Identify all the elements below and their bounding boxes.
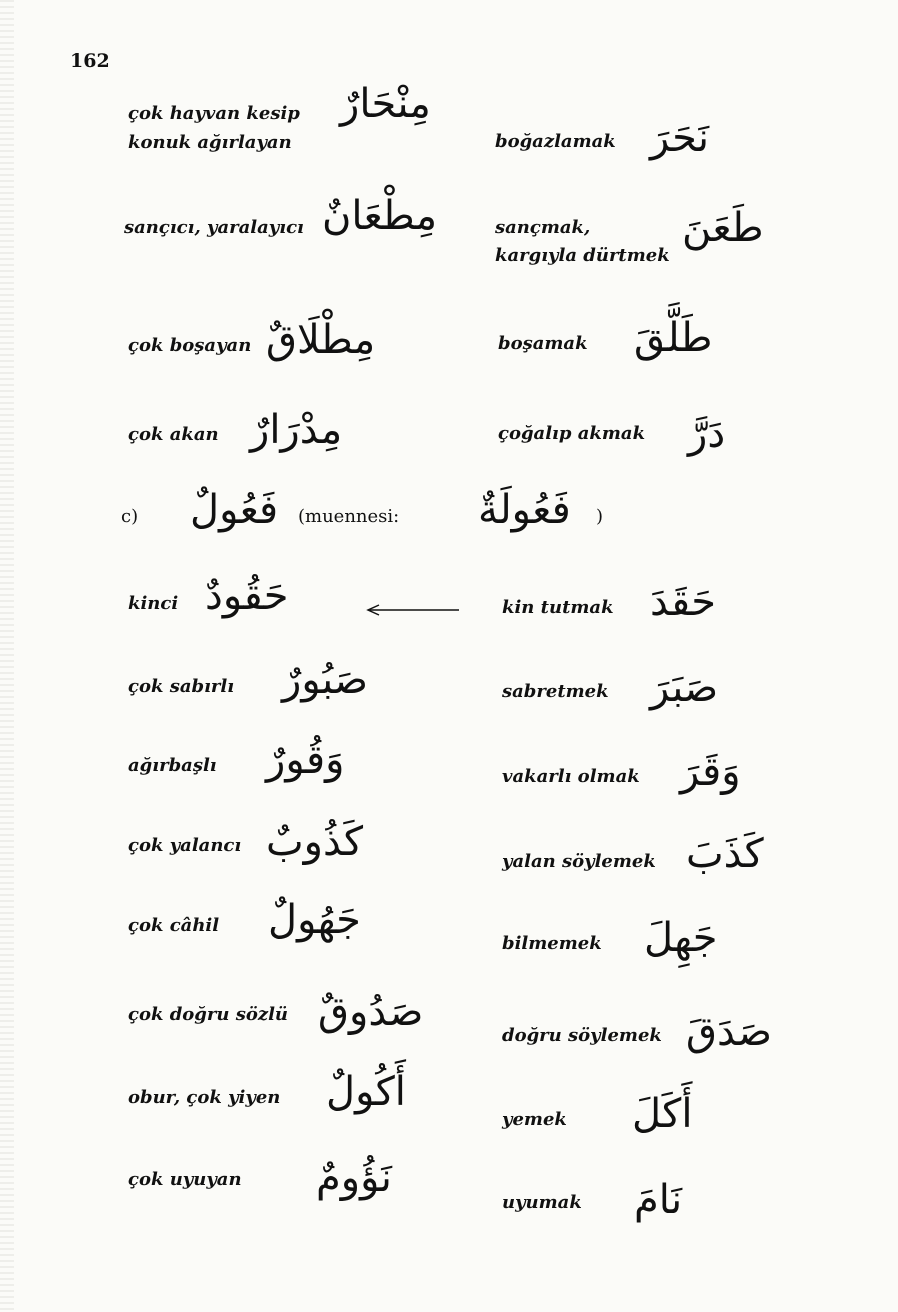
right-term: çoğalıp akmak	[498, 423, 646, 444]
left-term: obur, çok yiyen	[128, 1087, 281, 1108]
section-label: c)	[121, 506, 139, 527]
left-arabic-word: كَذُوبٌ	[266, 819, 364, 865]
right-term: yemek	[502, 1109, 567, 1130]
right-arabic-word: كَذَبَ	[686, 831, 764, 877]
right-term: yalan söylemek	[502, 851, 656, 872]
right-arabic-word: طَعَنَ	[682, 205, 764, 251]
right-term-line1: sançmak,	[495, 217, 591, 238]
right-arabic-word: جَهِلَ	[644, 915, 718, 961]
left-arabic-word: جَهُولٌ	[268, 897, 361, 943]
left-term: çok sabırlı	[128, 676, 235, 697]
left-arabic-word: صَدُوقٌ	[318, 989, 424, 1035]
right-arabic-word: حَقَدَ	[650, 579, 716, 625]
right-term: bilmemek	[502, 933, 602, 954]
left-arabic-word: مِطْعَانٌ	[322, 193, 438, 239]
left-term: çok akan	[128, 424, 219, 445]
right-term: sabretmek	[502, 681, 609, 702]
right-arabic-word: نَامَ	[634, 1177, 683, 1223]
right-term: doğru söylemek	[502, 1025, 662, 1046]
right-term: kin tutmak	[502, 597, 614, 618]
right-term: uyumak	[502, 1192, 582, 1213]
right-arabic-word: نَحَرَ	[650, 115, 710, 161]
left-arabic-word: مِدْرَارٌ	[250, 407, 343, 453]
right-arabic-word: طَلَّقَ	[634, 315, 713, 361]
left-term: çok boşayan	[128, 335, 252, 356]
left-arabic-word: حَقُودٌ	[205, 573, 289, 619]
section-pattern-arabic: فَعُولٌ	[190, 487, 279, 533]
left-term: çok uyuyan	[128, 1169, 242, 1190]
page-edge	[0, 0, 14, 1312]
left-arabic-word: نَؤُومٌ	[316, 1155, 392, 1201]
right-term: boğazlamak	[495, 131, 616, 152]
left-term: çok câhil	[128, 915, 220, 936]
left-arabic-word: مِنْحَارٌ	[340, 81, 431, 127]
left-term: kinci	[128, 593, 179, 614]
page-number: 162	[70, 50, 110, 72]
section-feminine-pattern-arabic: فَعُولَةٌ	[478, 487, 571, 533]
left-term-line1: çok hayvan kesip	[128, 103, 300, 124]
left-arabic-word: وَقُورٌ	[266, 737, 345, 783]
right-arabic-word: أَكَلَ	[632, 1091, 693, 1137]
left-term: çok doğru sözlü	[128, 1004, 289, 1025]
right-arabic-word: وَقَرَ	[680, 749, 741, 795]
left-arabic-word: صَبُورٌ	[282, 657, 369, 703]
left-arrow-icon	[365, 603, 459, 617]
section-note-open: (muennesi:	[298, 506, 400, 527]
left-term: çok yalancı	[128, 835, 242, 856]
left-arabic-word: أَكُولٌ	[326, 1069, 406, 1115]
right-arabic-word: صَدَقَ	[686, 1009, 772, 1055]
right-term-line2: kargıyla dürtmek	[495, 245, 670, 266]
right-term: boşamak	[498, 333, 588, 354]
right-arabic-word: دَرَّ	[688, 411, 726, 457]
left-term: ağırbaşlı	[128, 755, 217, 776]
left-term-line2: konuk ağırlayan	[128, 132, 292, 153]
right-term: vakarlı olmak	[502, 766, 640, 787]
left-arabic-word: مِطْلَاقٌ	[266, 317, 376, 363]
right-arabic-word: صَبَرَ	[650, 665, 719, 711]
left-term: sançıcı, yaralayıcı	[124, 217, 304, 238]
section-note-close: )	[596, 506, 604, 527]
